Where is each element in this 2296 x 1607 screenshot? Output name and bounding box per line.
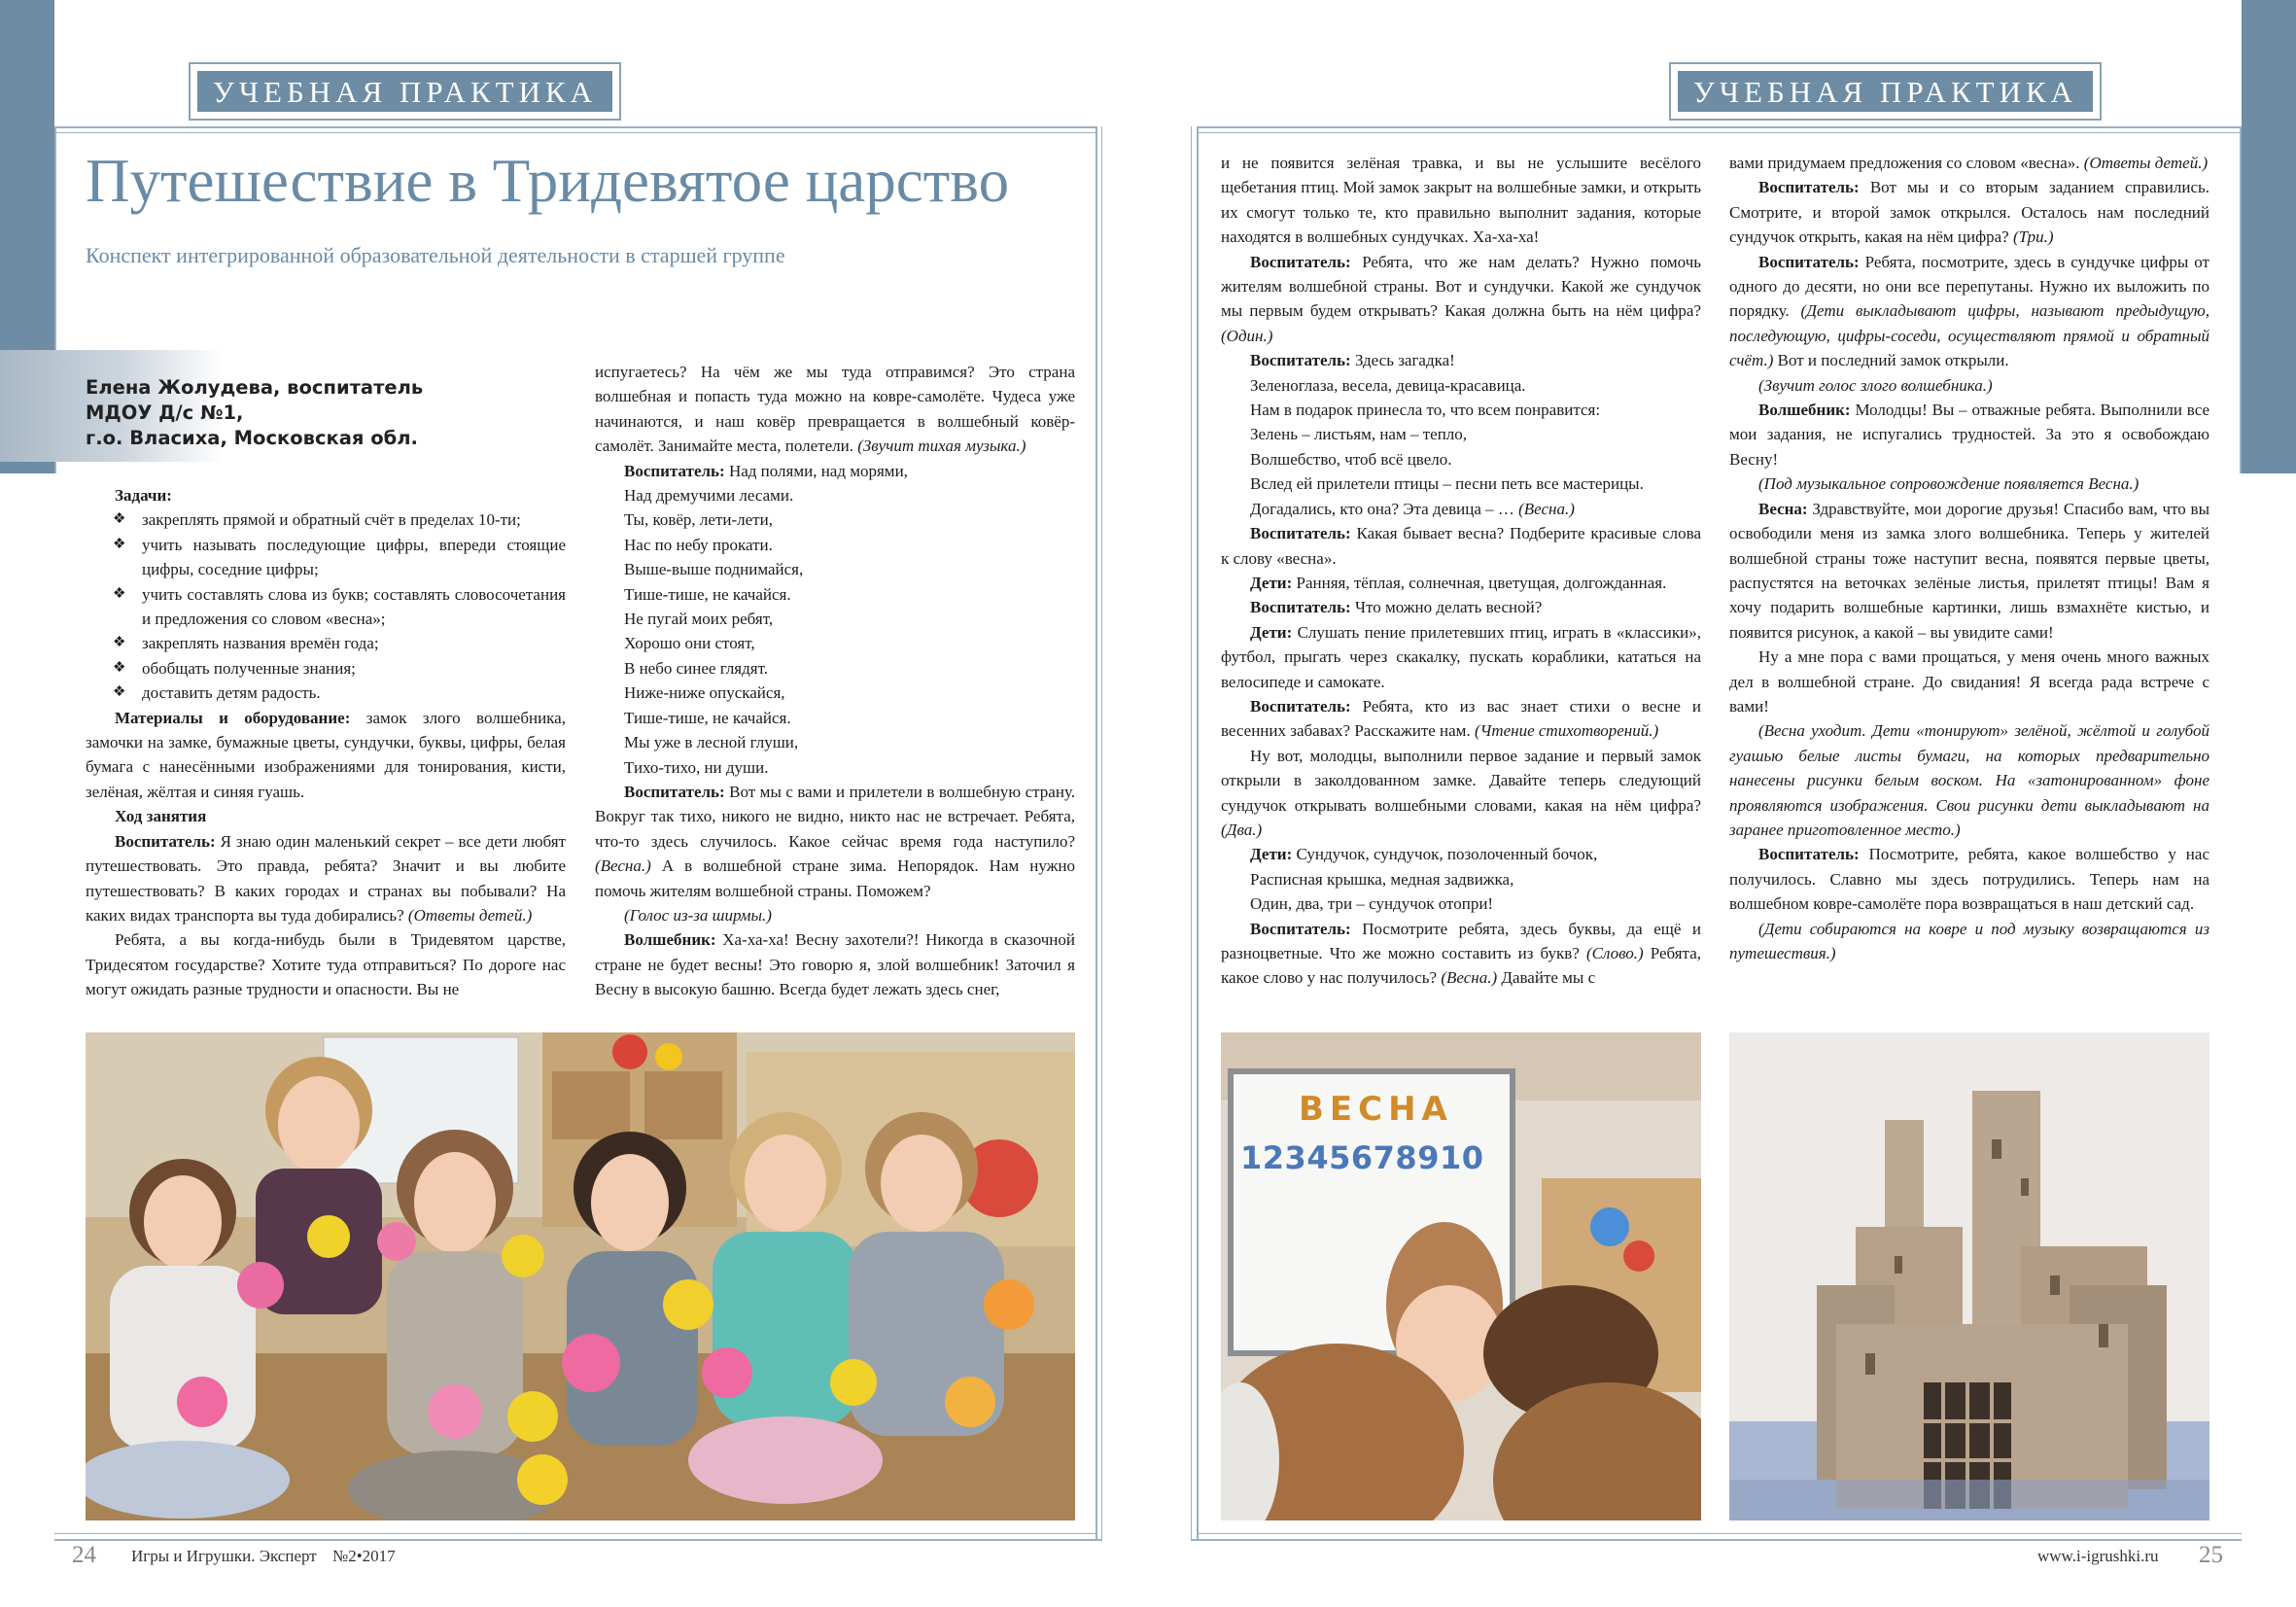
text: Я знаю один маленький секрет – все дети любят путешествовать. Это правда, ребята? Значит и вы любите путешествовать? В каких городах и странах вы побывали? На каких видах транспорта вы туда добирались? — [86, 831, 566, 925]
remark: (Весна.) — [595, 856, 651, 876]
section-tab-right-label: УЧЕБНАЯ ПРАКТИКА — [1678, 71, 2093, 112]
paragraph — [1729, 497, 2209, 645]
text: Посмотрите, ребята, какое волшебство у нас получилось. Славно мы здесь потрудились. Теперь нам на волшебном ковре-самолёте пора возвращаться в наш детский сад. — [1729, 845, 2209, 914]
paragraph — [1221, 694, 1701, 744]
speaker-label: Воспитатель: — [624, 782, 725, 801]
paragraph — [1221, 521, 1701, 571]
paragraph — [1729, 398, 2209, 472]
text: Какая бывает весна? Подберите красивые слова к слову «весна». — [1221, 524, 1701, 568]
frame-right-bottom2 — [1197, 1533, 2242, 1534]
verse-line: Ниже-ниже опускайся, — [624, 683, 785, 703]
paragraph — [595, 927, 1075, 1001]
verse-line: Один, два, три – сундучок отопри! — [1250, 894, 1494, 914]
verse-line: Вслед ей прилетели птицы – песни петь все мастерицы. — [1250, 474, 1644, 494]
verse-line — [1221, 497, 1701, 521]
section-tab-right — [1669, 62, 2102, 121]
remark: (Под музыкальное сопровождение появляется Весна.) — [1758, 474, 2139, 494]
verse-line: Зеленоглаза, весела, девица-красавица. — [1250, 375, 1526, 395]
remark: (Ответы детей.) — [407, 905, 533, 925]
remark: (Два.) — [1221, 820, 1263, 839]
text: испугаетесь? На чём же мы туда отправимся? Это страна волшебная и попасть туда можно на ковре-самолёте. Чудеса уже начинаются, и наш ковёр превращается в волшебный ковёр-самолёт. Занимайте места, полетели. — [595, 363, 1075, 456]
verse-line: Над дремучими лесами. — [624, 486, 794, 506]
frame-right-top2 — [1197, 132, 2242, 133]
verse-line: Тише-тише, не качайся. — [624, 584, 791, 604]
text: Ранняя, тёплая, солнечная, цветущая, долгожданная. — [1292, 573, 1667, 592]
speaker-label: Воспитатель: — [1250, 919, 1351, 938]
task-item: ❖ доставить детям радость. — [86, 681, 566, 705]
right-column-2 — [1729, 151, 2209, 965]
text: Ребята, посмотрите, здесь в сундучке цифры от одного до десяти, но они все перепутаны. Нужно их выложить по порядку. — [1729, 252, 2209, 321]
paragraph — [1729, 842, 2209, 916]
course-heading: Ход занятия — [115, 807, 207, 826]
page-number-left: 24 — [72, 1542, 96, 1568]
speaker-label: Воспитатель: — [1758, 178, 1860, 197]
text: Молодцы! Вы – отважные ребята. Выполнили все мои задания, не испугались трудностей. За это я освобождаю Весну! — [1729, 401, 2209, 469]
materials-paragraph — [86, 706, 566, 805]
verse-line: Нам в подарок принесла то, что всем понравится: — [1250, 401, 1601, 420]
verse-line: Тихо-тихо, ни души. — [624, 757, 769, 777]
frame-right-right — [2240, 126, 2242, 473]
remark: (Весна.) — [1518, 499, 1575, 518]
task-item: ❖ учить составлять слова из букв; составлять словосочетания и предложения со словом «весна»; — [86, 582, 566, 632]
verse-line: Расписная крышка, медная задвижка, — [1250, 869, 1514, 889]
remark: (Ответы детей.) — [2083, 154, 2209, 172]
speaker-label: Воспитатель: — [1250, 696, 1351, 716]
photo-magnetic-board — [1221, 1032, 1701, 1520]
frame-left-top2 — [54, 132, 1097, 133]
speaker-label: Воспитатель: — [1250, 351, 1351, 370]
paragraph — [595, 780, 1075, 903]
text: Посмотрите ребята, здесь буквы, да ещё и разноцветные. Что же можно составить из букв? — [1221, 919, 1701, 962]
board-letters: ВЕСНА — [1299, 1090, 1453, 1129]
verse-line — [595, 459, 1075, 483]
right-side-bar — [2242, 0, 2296, 473]
frame-right-bottom — [1191, 1539, 2242, 1541]
speaker-label: Волшебник: — [624, 930, 716, 950]
text: Давайте мы с — [1497, 968, 1596, 988]
text: Над полями, над морями, — [724, 461, 908, 480]
article-title: Путешествие в Тридевятое царство — [86, 147, 1010, 215]
verse-line: Хорошо они стоят, — [624, 634, 755, 653]
text: Ну вот, молодцы, выполнили первое задание и первый замок открыли в заколдованном замке. Давайте теперь следующий сундучок открывать волшебными словами, какая на нём цифра? — [1221, 746, 1701, 815]
speaker-label: Воспитатель: — [115, 831, 216, 851]
remark: (Весна.) — [1441, 968, 1498, 988]
verse-line: Тише-тише, не качайся. — [624, 708, 791, 727]
frame-right-left2 — [1191, 126, 1192, 1541]
text: Сундучок, сундучок, позолоченный бочок, — [1292, 845, 1598, 864]
section-tab-left-label: УЧЕБНАЯ ПРАКТИКА — [197, 71, 612, 112]
speaker-label: Воспитатель: — [1758, 845, 1860, 864]
speaker-label: Воспитатель: — [1250, 524, 1351, 543]
paragraph — [1221, 744, 1701, 843]
verse-line: Выше-выше поднимайся, — [624, 560, 804, 579]
speaker-label: Воспитатель: — [624, 461, 725, 480]
left-column-2 — [595, 360, 1075, 1002]
task-item: ❖ обобщать полученные знания; — [86, 656, 566, 681]
task-item: ❖ закреплять прямой и обратный счёт в пределах 10-ти; — [86, 507, 566, 532]
remark: (Чтение стихотворений.) — [1474, 721, 1659, 741]
verse-line: Волшебство, чтоб всё цвело. — [1250, 449, 1452, 469]
paragraph: Ну а мне пора с вами прощаться, у меня очень много важных дел в волшебной стране. До свидания! Я всегда рада встрече с вами! — [1729, 647, 2209, 716]
paragraph — [1729, 151, 2209, 175]
remark: (Голос из-за ширмы.) — [624, 905, 772, 925]
text: Здравствуйте, мои дорогие друзья! Спасибо вам, что вы освободили меня из замка злого волшебника. Теперь у жителей волшебной страны тоже наступит весна, появятся первые цветы, распустятся на веточках зелёные листья, прилетят птицы! Вам я хочу подарить волшебные картинки, лишь взмахнёте кистью, и появится рисунок, а какой – вы увидите сами! — [1729, 499, 2209, 642]
speaker-label: Дети: — [1250, 845, 1293, 864]
task-item: ❖ учить называть последующие цифры, впереди стоящие цифры, соседние цифры; — [86, 533, 566, 582]
text: Что можно делать весной? — [1350, 598, 1543, 617]
speaker-label: Воспитатель: — [1758, 252, 1860, 271]
left-column-1 — [86, 483, 566, 1002]
remark: (Звучит голос злого волшебника.) — [1758, 375, 1993, 395]
text: Слушать пение прилетевших птиц, играть в «классики», футбол, прыгать через скакалку, пускать кораблики, кататься на велосипеде и самокате. — [1221, 622, 1701, 691]
photo-cardboard-castle — [1729, 1032, 2209, 1520]
paragraph — [595, 360, 1075, 459]
remark: (Звучит тихая музыка.) — [857, 437, 1026, 456]
author-location: г.о. Власиха, Московская обл. — [86, 427, 418, 449]
text: Вот мы и со вторым заданием справились. Смотрите, и второй замок открылся. Осталось нам последний сундучок открыть, какая на нём цифра? — [1729, 178, 2209, 247]
author-name: Елена Жолудева, воспитатель — [86, 376, 424, 399]
text: Ха-ха-ха! Весну захотели?! Никогда в сказочной стране не будет весны! Это говорю я, злой волшебник! Заточил я Весну в высокую башню. Всегда будет лежать здесь снег, — [595, 930, 1075, 999]
text: вами придумаем предложения со словом «весна». — [1729, 154, 2084, 172]
board-digits: 12345678910 — [1240, 1139, 1483, 1176]
issue-number: №2•2017 — [332, 1547, 396, 1565]
paragraph — [1221, 842, 1701, 866]
paragraph — [1221, 571, 1701, 595]
paragraph — [1221, 620, 1701, 694]
right-column-1 — [1221, 151, 1701, 991]
article-subtitle: Конспект интегрированной образовательной деятельности в старшей группе — [86, 243, 785, 267]
verse-line: Не пугай моих ребят, — [624, 610, 774, 629]
author-block — [86, 375, 423, 451]
speaker-label: Весна: — [1758, 499, 1808, 518]
remark: (Слово.) — [1585, 944, 1644, 962]
frame-left-bottom2 — [54, 1533, 1096, 1534]
text: А в волшебной стране зима. Непорядок. Нам нужно помочь жителям волшебной страны. Поможем? — [595, 856, 1075, 900]
page-number-right: 25 — [2199, 1542, 2223, 1568]
paragraph: Ребята, а вы когда-нибудь были в Тридевятом царстве, Тридесятом государстве? Хотите туда отправиться? По дороге нас могут ожидать разные трудности и опасности. Вы не — [86, 930, 566, 999]
paragraph — [1221, 595, 1701, 619]
text: Ребята, что же нам делать? Нужно помочь жителям волшебной страны. Вот и сундучки. Какой же сундучок мы первым будем открывать? Какая должна быть на нём цифра? — [1221, 252, 1701, 321]
remark: (Один.) — [1221, 326, 1273, 345]
tasks-heading: Задачи: — [115, 486, 172, 505]
remark: (Дети выкладывают цифры, называют предыдущую, последующую, цифры-соседи, осуществляют прямой и обратный счёт.) — [1729, 301, 2209, 370]
task-item: ❖ закреплять названия времён года; — [86, 631, 566, 655]
text: Ребята, какое слово у нас получилось? — [1221, 944, 1701, 988]
paragraph — [1221, 250, 1701, 349]
text: Ребята, кто из вас знает стихи о весне и весенних забавах? Расскажите нам. — [1221, 696, 1701, 741]
materials-text: замок злого волшебника, замочки на замке, бумажные цветы, сундучки, буквы, цифры, белая бумага с нанесёнными изображениями для тонирования, кисти, зелёная, жёлтая и синяя гуашь. — [86, 708, 566, 801]
frame-right-top — [1197, 126, 2242, 128]
speaker-label: Воспитатель: — [1250, 252, 1351, 271]
speaker-label: Волшебник: — [1758, 401, 1851, 420]
speaker-label: Дети: — [1250, 573, 1293, 592]
verse-line: Ты, ковёр, лети-лети, — [624, 510, 773, 530]
photo-children-with-flowers — [86, 1032, 1075, 1520]
website-link[interactable]: www.i-igrushki.ru — [2037, 1547, 2159, 1565]
materials-label: Материалы и оборудование: — [115, 708, 351, 727]
frame-left-right — [1096, 126, 1097, 1541]
verse-line: Зелень – листьям, нам – тепло, — [1250, 425, 1468, 444]
frame-left-right2 — [1101, 126, 1102, 1541]
paragraph — [1729, 250, 2209, 373]
author-org: МДОУ Д/с №1, — [86, 402, 244, 424]
speaker-label: Дети: — [1250, 622, 1293, 642]
magazine-name: Игры и Игрушки. Эксперт — [131, 1547, 317, 1565]
speaker-label: Воспитатель: — [1250, 598, 1351, 617]
verse-line: В небо синее глядят. — [624, 658, 768, 678]
text: Догадались, кто она? Эта девица – … — [1250, 499, 1519, 518]
text: Здесь загадка! — [1350, 351, 1455, 370]
remark: (Дети собираются на ковре и под музыку возвращаются из путешествия.) — [1729, 919, 2209, 962]
text: Вот мы с вами и прилетели в волшебную страну. Вокруг так тихо, никого не видно, никто нас не встречает. Ребята, что-то здесь случилось. Какое сейчас время года наступило? — [595, 782, 1075, 851]
text: Вот и последний замок открыли. — [1773, 351, 2009, 370]
remark: (Три.) — [2012, 227, 2054, 247]
frame-left-top — [54, 126, 1097, 128]
paragraph — [1221, 917, 1701, 991]
verse-line: Мы уже в лесной глуши, — [624, 733, 799, 752]
paragraph — [86, 829, 566, 928]
verse-line: Нас по небу прокати. — [624, 535, 773, 554]
remark: (Весна уходит. Дети «тонируют» зелёной, жёлтой и голубой гуашью белые листы бумаги, на которых предварительно нанесены рисунки белым воском. На «затонированном» фоне проявляются изображения. Свои рисунки дети выкладывают на заранее приготовленное место.) — [1729, 721, 2209, 839]
frame-right-left — [1197, 126, 1199, 1541]
section-tab-left — [189, 62, 621, 121]
paragraph — [1729, 175, 2209, 249]
paragraph: и не появится зелёная травка, и вы не услышите весёлого щебетания птиц. Мой замок закрыт на волшебные замки, и открыть их смогут только те, кто правильно выполнит задания, которые находятся в волшебных сундучках. Ха-ха-ха! — [1221, 154, 1701, 247]
paragraph — [1221, 348, 1701, 372]
frame-left-bottom — [54, 1539, 1102, 1541]
